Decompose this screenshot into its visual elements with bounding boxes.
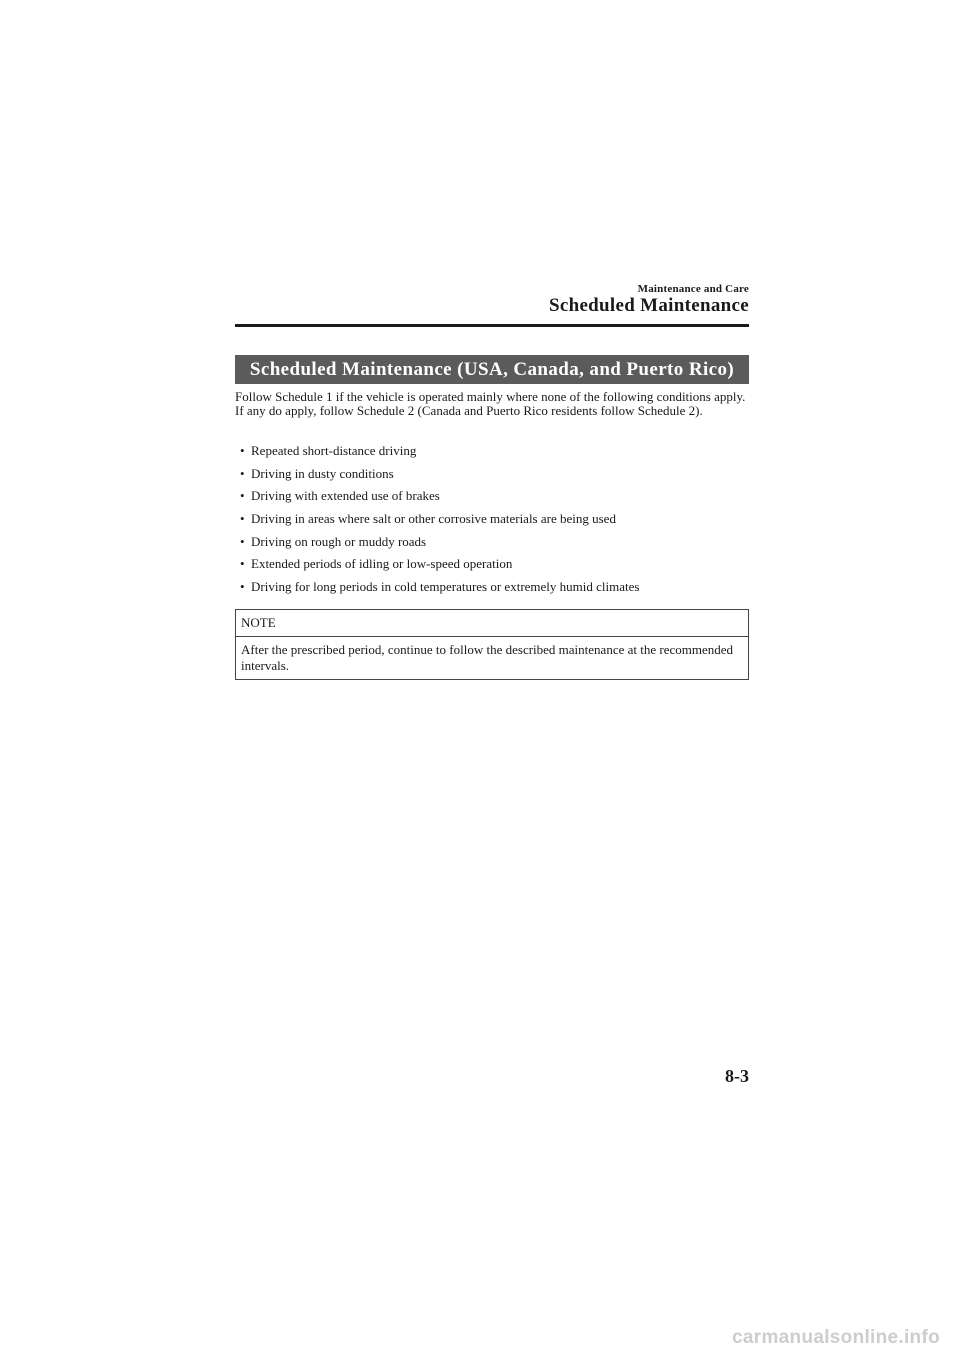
bullet-icon: •	[240, 533, 245, 549]
bullet-icon: •	[240, 465, 245, 481]
bullet-icon: •	[240, 488, 245, 504]
section-title: Scheduled Maintenance	[548, 295, 749, 316]
watermark: carmanualsonline.info	[732, 1327, 940, 1348]
intro-text	[235, 390, 749, 418]
bullet-icon: •	[240, 579, 245, 595]
list-item-text: Driving with extended use of brakes	[251, 488, 440, 504]
list-item	[240, 556, 745, 579]
list-item-text: Driving for long periods in cold temperatures or extremely humid climates	[251, 579, 640, 595]
list-item	[240, 466, 745, 489]
note-body: After the prescribed period, continue to follow the described maintenance at the recommended intervals.	[241, 642, 734, 673]
note-heading: NOTE	[236, 610, 748, 637]
note-box	[235, 609, 749, 680]
list-item-text: Driving on rough or muddy roads	[251, 533, 427, 549]
list-item	[240, 534, 745, 557]
list-item-text: Repeated short-distance driving	[251, 443, 417, 458]
bullet-icon: •	[240, 443, 245, 458]
list-item	[240, 511, 745, 534]
chapter-title: Maintenance and Care	[637, 283, 749, 295]
bullet-icon: •	[240, 556, 245, 572]
list-item-text: Driving in dusty conditions	[251, 465, 394, 481]
list-item	[240, 488, 745, 511]
header-rule	[235, 324, 749, 327]
list-item	[240, 443, 745, 466]
banner-heading: Scheduled Maintenance (USA, Canada, and Puerto Rico)	[235, 355, 749, 384]
list-item-text: Driving in areas where salt or other corrosive materials are being used	[251, 511, 616, 527]
list-item-text: Extended periods of idling or low-speed operation	[251, 556, 513, 572]
list-item	[240, 579, 745, 602]
intro-line-2: If any do apply, follow Schedule 2 (Canada and Puerto Rico residents follow Schedule 2).	[235, 403, 703, 418]
page-number: 8-3	[725, 1066, 749, 1086]
conditions-list	[240, 443, 745, 602]
bullet-icon: •	[240, 511, 245, 527]
intro-line-1: Follow Schedule 1 if the vehicle is operated mainly where none of the following conditions apply.	[235, 389, 746, 404]
